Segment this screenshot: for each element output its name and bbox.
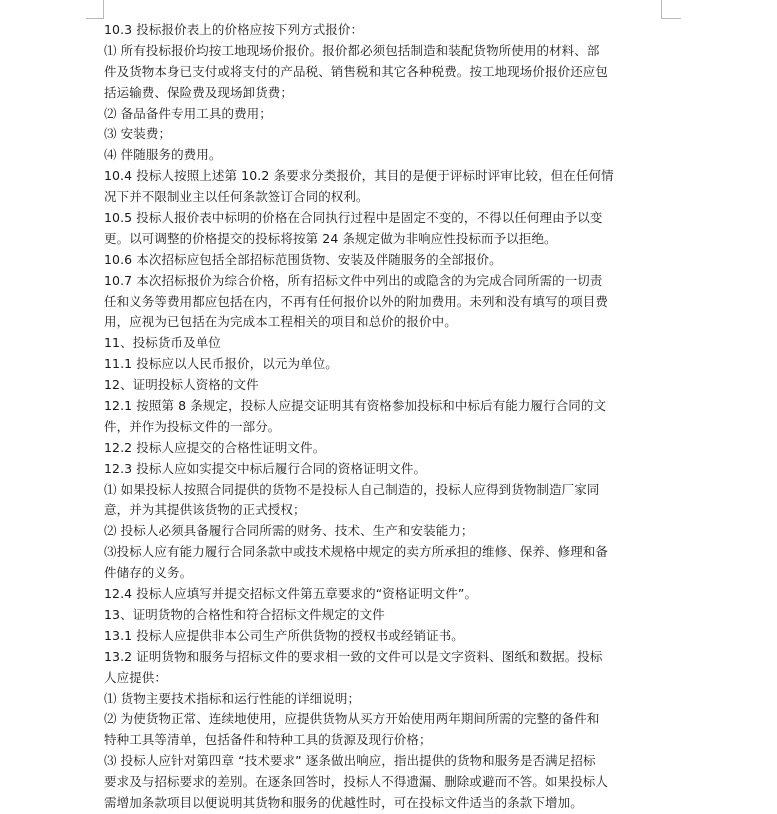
text-line: ⑶ 投标人应针对第四章 “技术要求” 逐条做出响应，指出提供的货物和服务是否满足招标: [104, 753, 596, 769]
crop-mark-top-left-horizontal: [86, 18, 104, 19]
text-line: 要求及与招标要求的差别。在逐条回答时，投标人不得遗漏、删除或避而不答。如果投标人: [104, 774, 609, 790]
text-line: ⑶ 安装费；: [104, 126, 172, 142]
text-line: 10.5 投标人报价表中标明的价格在合同执行过程中是固定不变的，不得以任何理由予以变: [104, 210, 603, 226]
text-line: 12.1 按照第 8 条规定，投标人应提交证明其有资格参加投标和中标后有能力履行合同的文: [104, 398, 607, 414]
text-line: 13.1 投标人应提供非本公司生产所供货物的授权书或经销证书。: [104, 627, 464, 643]
crop-mark-top-right-vertical: [661, 0, 662, 18]
text-line: 件储存的义务。: [104, 565, 193, 581]
document-body: [104, 20, 664, 814]
text-line: 10.7 本次招标报价为综合价格，所有招标文件中列出的或隐含的为完成合同所需的一切责: [104, 272, 603, 288]
crop-mark-top-right-horizontal: [661, 18, 681, 19]
text-line: 11.1 投标应以人民币报价，以元为单位。: [104, 356, 338, 372]
text-line: ⑴ 如果投标人按照合同提供的货物不是投标人自己制造的，投标人应得到货物制造厂家同: [104, 481, 600, 497]
text-line: 人应提供：: [104, 669, 168, 685]
text-line: ⑴ 所有投标报价均按工地现场价报价。报价都必须包括制造和装配货物所使用的材料、部: [104, 42, 600, 58]
text-line: ⑵ 投标人必须具备履行合同所需的财务、技术、生产和安装能力；: [104, 523, 474, 539]
text-line: ⑶投标人应有能力履行合同条款中或技术规格中规定的卖方所承担的维修、保养、修理和备: [104, 544, 609, 560]
text-line: 12.3 投标人应如实提交中标后履行合同的资格证明文件。: [104, 460, 427, 476]
text-line: 特种工具等清单，包括备件和特种工具的货源及现行价格；: [104, 732, 432, 748]
text-line: 需增加条款项目以便说明其货物和服务的优越性时，可在投标文件适当的条款下增加。: [104, 794, 583, 810]
text-line: 件及货物本身已支付或将支付的产品税、销售税和其它各种税费。按工地现场价报价还应包: [104, 63, 609, 79]
section-heading: 13、证明货物的合格性和符合招标文件规定的文件: [104, 606, 385, 622]
crop-mark-top-left-vertical: [103, 0, 104, 18]
text-line: 10.4 投标人按照上述第 10.2 条要求分类报价，其目的是便于评标时评审比较，但在任何情: [104, 168, 614, 184]
text-line: 用，应视为已包括在为完成本工程相关的项目和总价的报价中。: [104, 314, 457, 330]
text-line: 12.4 投标人应填写并提交招标文件第五章要求的“资格证明文件”。: [104, 586, 478, 602]
text-line: 意，并为其提供该货物的正式授权；: [104, 502, 306, 518]
text-line: 10.6 本次招标应包括全部招标范围货物、安装及伴随服务的全部报价。: [104, 251, 502, 267]
text-line: 13.2 证明货物和服务与招标文件的要求相一致的文件可以是文字资料、图纸和数据。投标: [104, 648, 603, 664]
text-line: 10.3 投标报价表上的价格应按下列方式报价：: [104, 22, 364, 37]
section-heading: 11、投标货币及单位: [104, 335, 221, 351]
text-line: 况下并不限制业主以任何条款签订合同的权利。: [104, 189, 369, 205]
text-line: 任和义务等费用都应包括在内，不再有任何报价以外的附加费用。未列和没有填写的项目费: [104, 293, 609, 309]
text-line: 更。以可调整的价格提交的投标将按第 24 条规定做为非响应性投标而予以拒绝。: [104, 230, 557, 246]
text-line: ⑵ 为使货物正常、连续地使用，应提供货物从买方开始使用两年期间所需的完整的备件和: [104, 711, 600, 727]
text-line: ⑷ 伴随服务的费用。: [104, 147, 222, 163]
text-line: ⑴ 货物主要技术指标和运行性能的详细说明；: [104, 690, 361, 706]
text-line: 12.2 投标人应提交的合格性证明文件。: [104, 439, 326, 455]
text-line: 件，并作为投标文件的一部分。: [104, 418, 281, 434]
text-line: ⑵ 备品备件专用工具的费用；: [104, 105, 272, 121]
text-line: 括运输费、保险费及现场卸货费；: [104, 84, 294, 100]
section-heading: 12、证明投标人资格的文件: [104, 377, 259, 393]
